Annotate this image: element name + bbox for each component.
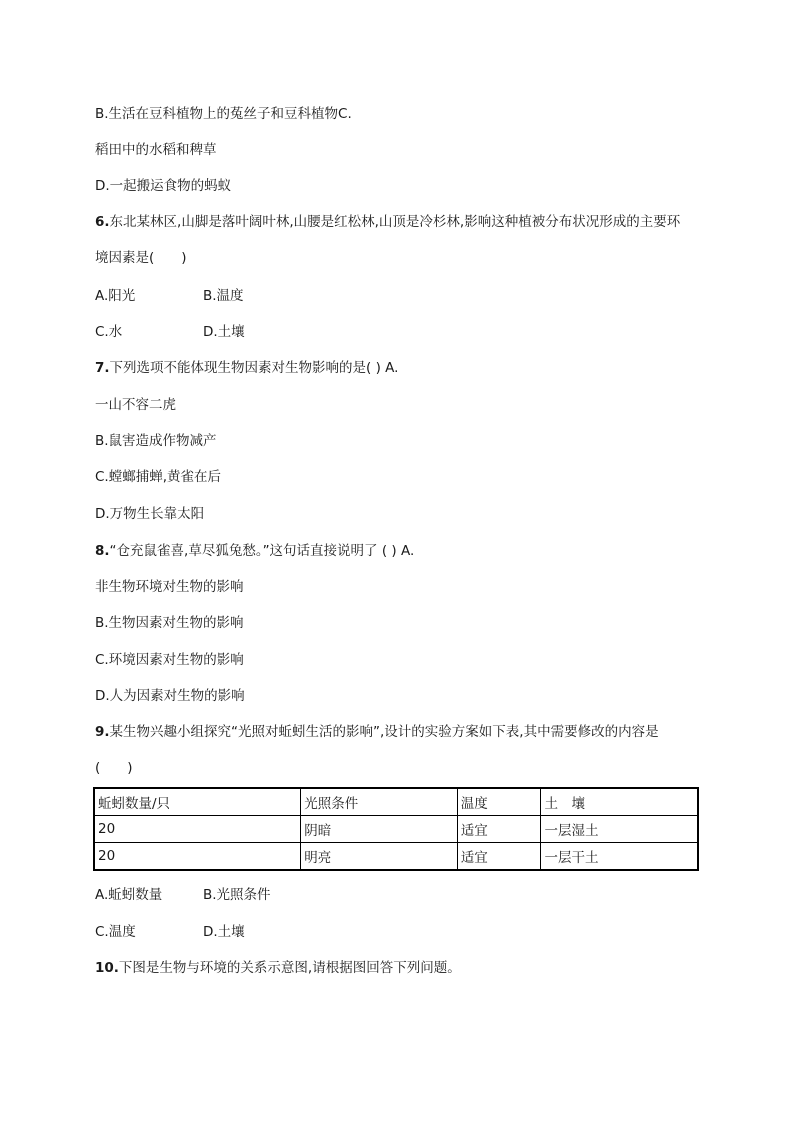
q7-option-c: C.螳螂捕蝉,黄雀在后 — [95, 469, 222, 485]
q10-number: 10. — [95, 960, 119, 976]
table-header-cell: 土 壤 — [541, 788, 698, 816]
experiment-table — [93, 787, 699, 871]
table-cell: 阴暗 — [301, 816, 457, 843]
q8-stem — [95, 542, 414, 560]
table-cell: 明亮 — [301, 843, 457, 871]
q8-option-c: C.环境因素对生物的影响 — [95, 652, 244, 668]
q6-option-d: D.土壤 — [203, 324, 245, 340]
q9-option-d: D.土壤 — [203, 924, 245, 940]
table-header-cell: 蚯蚓数量/只 — [94, 788, 301, 816]
q6-option-b: B.温度 — [203, 288, 244, 304]
q8-stem-text: “仓充鼠雀喜,草尽狐兔愁。”这句话直接说明了 ( ) A. — [109, 543, 415, 559]
q10-stem-text: 下图是生物与环境的关系示意图,请根据图回答下列问题。 — [118, 960, 461, 976]
q6-option-c: C.水 — [95, 324, 123, 340]
table-header-cell: 温度 — [457, 788, 541, 816]
table-row — [94, 816, 698, 843]
q7-option-b: B.鼠害造成作物减产 — [95, 433, 217, 449]
q8-option-d: D.人为因素对生物的影响 — [95, 688, 245, 704]
q10-stem — [95, 959, 461, 977]
table-cell: 一层湿土 — [541, 816, 698, 843]
table-cell: 20 — [94, 843, 301, 871]
q8-option-b: B.生物因素对生物的影响 — [95, 615, 244, 631]
q9-number: 9. — [95, 724, 110, 740]
q7-stem-text: 下列选项不能体现生物因素对生物影响的是( ) A. — [109, 360, 399, 376]
q6-stem-cont: 境因素是( ) — [95, 250, 187, 266]
q7-option-a: 一山不容二虎 — [95, 397, 176, 413]
q6-number: 6. — [95, 214, 110, 230]
q7-number: 7. — [95, 360, 110, 376]
q9-option-b: B.光照条件 — [203, 887, 271, 903]
table-cell: 一层干土 — [541, 843, 698, 871]
table-header-row — [94, 788, 698, 816]
q7-option-d: D.万物生长靠太阳 — [95, 506, 205, 522]
q5-option-b: B.生活在豆科植物上的菟丝子和豆科植物C. — [95, 106, 352, 122]
q6-stem — [95, 213, 680, 231]
q6-stem-text: 东北某林区,山脚是落叶阔叶林,山腰是红松林,山顶是冷杉林,影响这种植被分布状况形成的主要环 — [109, 214, 681, 230]
table-row — [94, 843, 698, 871]
table-cell: 适宜 — [457, 816, 541, 843]
q6-option-a: A.阳光 — [95, 288, 136, 304]
q9-stem-text: 某生物兴趣小组探究“光照对蚯蚓生活的影响”,设计的实验方案如下表,其中需要修改的内容是 — [109, 724, 659, 740]
q9-stem — [95, 723, 659, 741]
q9-answer-paren: ( ) — [95, 760, 133, 776]
q5-option-c: 稻田中的水稻和稗草 — [95, 142, 217, 158]
q9-option-a: A.蚯蚓数量 — [95, 887, 163, 903]
table-header-cell: 光照条件 — [301, 788, 457, 816]
q7-stem — [95, 359, 398, 377]
table-cell: 20 — [94, 816, 301, 843]
q9-option-c: C.温度 — [95, 924, 136, 940]
q8-number: 8. — [95, 543, 110, 559]
q8-option-a: 非生物环境对生物的影响 — [95, 579, 244, 595]
q5-option-d: D.一起搬运食物的蚂蚁 — [95, 178, 232, 194]
table-cell: 适宜 — [457, 843, 541, 871]
